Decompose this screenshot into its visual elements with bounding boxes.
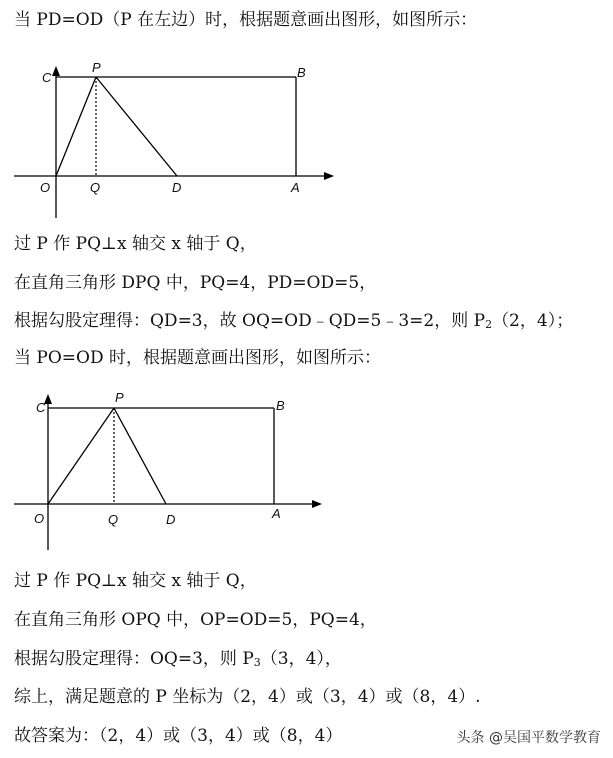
text-line-4-sub: 2 [485, 318, 493, 331]
segment-op [56, 77, 96, 176]
text-line-4-tail: （2，4）； [492, 311, 574, 331]
text-line-5: 当 PO=OD 时，根据题意画出图形，如图所示： [14, 348, 381, 368]
segment-pd [114, 408, 166, 504]
label-p: P [115, 390, 124, 405]
watermark: 头条 @吴国平数学教育 [456, 730, 601, 746]
label-p: P [92, 60, 101, 75]
label-b: B [276, 398, 285, 413]
text-line-2: 过 P 作 PQ⊥x 轴交 x 轴于 Q， [14, 234, 257, 254]
label-c: C [36, 400, 46, 415]
label-a: A [291, 180, 300, 195]
figure-1-svg [0, 50, 360, 225]
x-axis-arrow [324, 172, 334, 180]
text-line-8 [14, 648, 342, 674]
text-line-10: 故答案为：（2，4）或（3，4）或（8，4） [14, 726, 343, 746]
text-line-7: 在直角三角形 OPQ 中，OP=OD=5，PQ=4， [14, 610, 377, 630]
label-b: B [297, 65, 306, 80]
label-c: C [42, 70, 52, 85]
label-d: D [166, 512, 176, 527]
label-d: D [172, 180, 182, 195]
text-line-9: 综上，满足题意的 P 坐标为（2，4）或（3，4）或（8，4）. [14, 687, 481, 707]
text-line-8-tail: （3，4）， [260, 649, 342, 669]
text-line-8-sub: 3 [253, 656, 261, 669]
segment-pd [96, 77, 177, 176]
segment-op [48, 408, 114, 504]
label-a: A [272, 506, 281, 521]
text-line-6: 过 P 作 PQ⊥x 轴交 x 轴于 Q， [14, 571, 257, 591]
label-q: Q [90, 180, 101, 195]
y-axis-arrow [52, 66, 60, 76]
x-axis-arrow [312, 500, 322, 508]
label-q: Q [108, 512, 119, 527]
text-line-3: 在直角三角形 DPQ 中，PQ=4，PD=OD=5， [14, 273, 377, 293]
text-line-1: 当 PD=OD（P 在左边）时，根据题意画出图形，如图所示： [14, 10, 478, 30]
label-o: O [34, 511, 45, 526]
figure-1 [0, 50, 360, 225]
text-line-4 [14, 310, 573, 336]
label-o: O [40, 180, 51, 195]
text-line-8-main: 根据勾股定理得：OQ=3，则 P [14, 649, 254, 669]
text-line-4-main: 根据勾股定理得：QD=3，故 OQ=OD﹣QD=5﹣3=2，则 P [14, 311, 486, 331]
figure-2-svg [0, 382, 360, 557]
figure-2 [0, 382, 360, 557]
